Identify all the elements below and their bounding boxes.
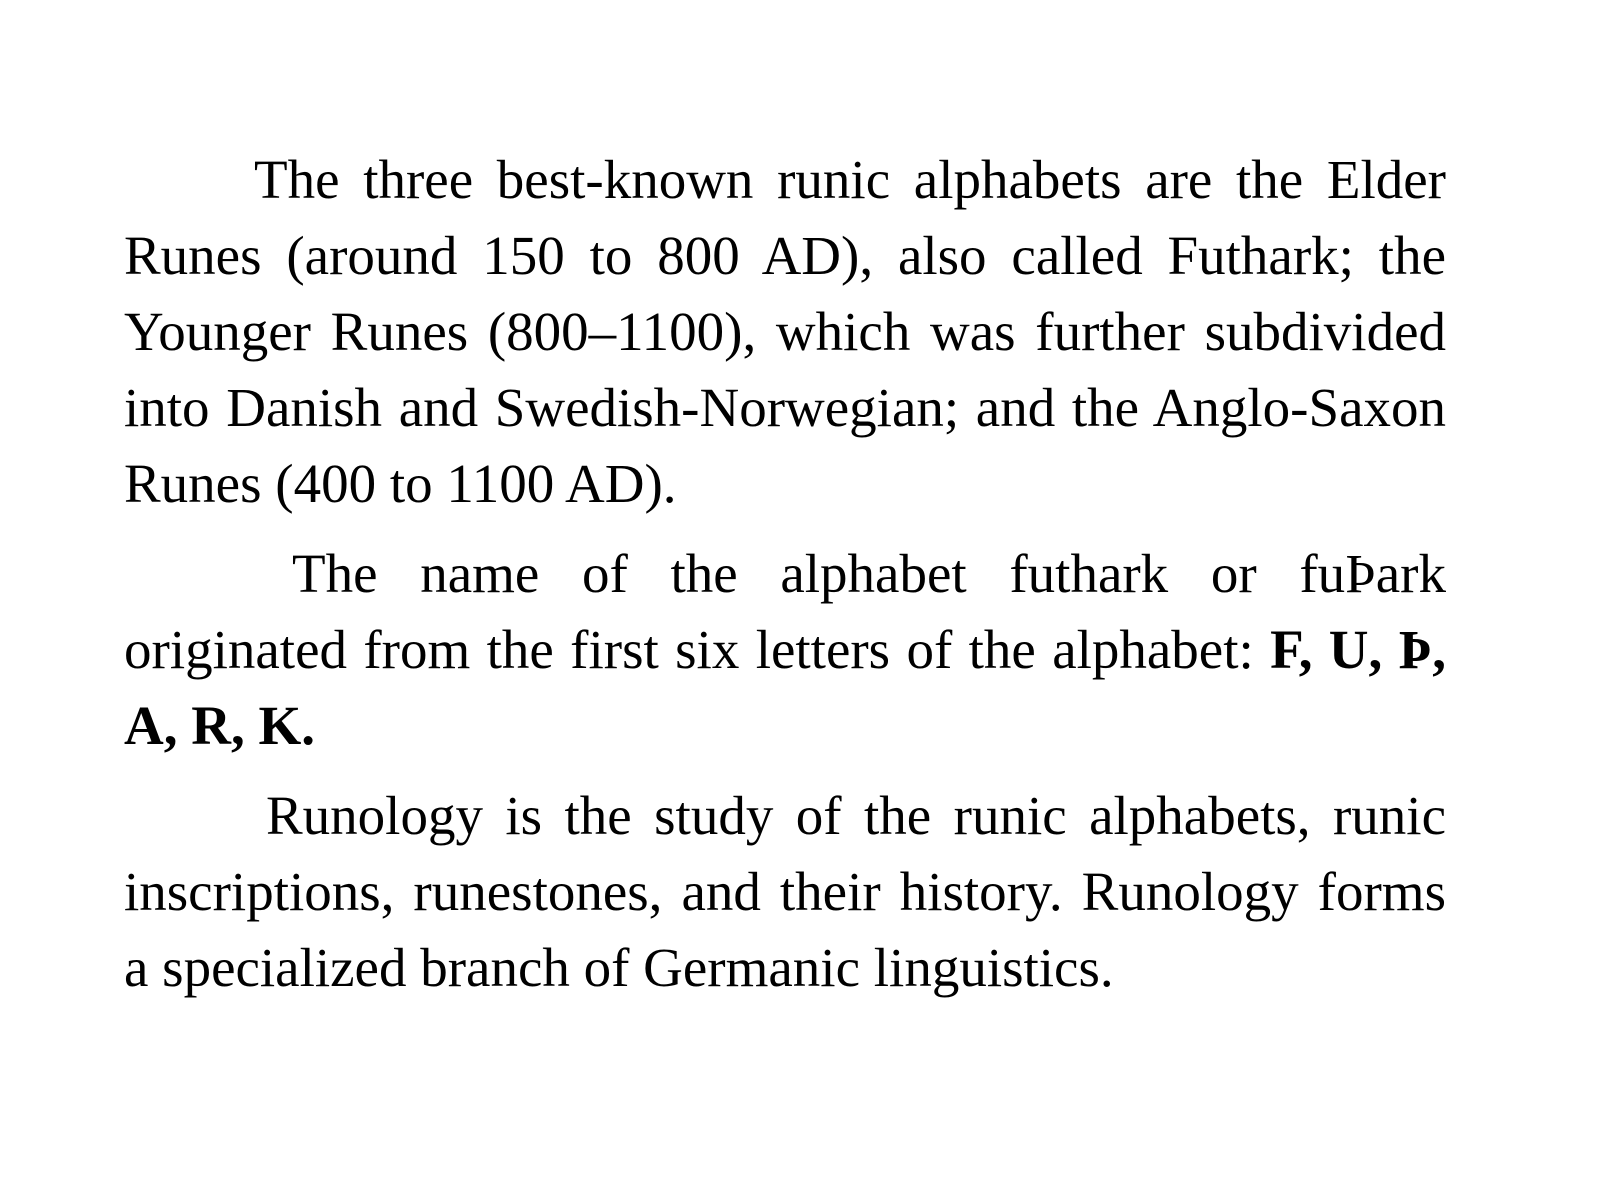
- paragraph-futhark-text: The name of the alphabet futhark or fuÞark originated from the first six letters of the alphabet:: [124, 543, 1446, 680]
- paragraph-runic-alphabets: The three best-known runic alphabets are the Elder Runes (around 150 to 800 AD), also called Futhark; the Younger Runes (800–1100), which was further subdivided into Danish and Swedish-Norwegian; and the Anglo-Saxon Runes (400 to 1100 AD).: [124, 149, 1446, 514]
- document-body: [124, 142, 1446, 1006]
- paragraph-futhark-name: [124, 536, 1446, 764]
- futhark-letters: F, U, Þ, A, R, K.: [124, 619, 1446, 756]
- paragraph-runology: Runology is the study of the runic alphabets, runic inscriptions, runestones, and their history. Runology forms a specialized branch of Germanic linguistics.: [124, 785, 1446, 998]
